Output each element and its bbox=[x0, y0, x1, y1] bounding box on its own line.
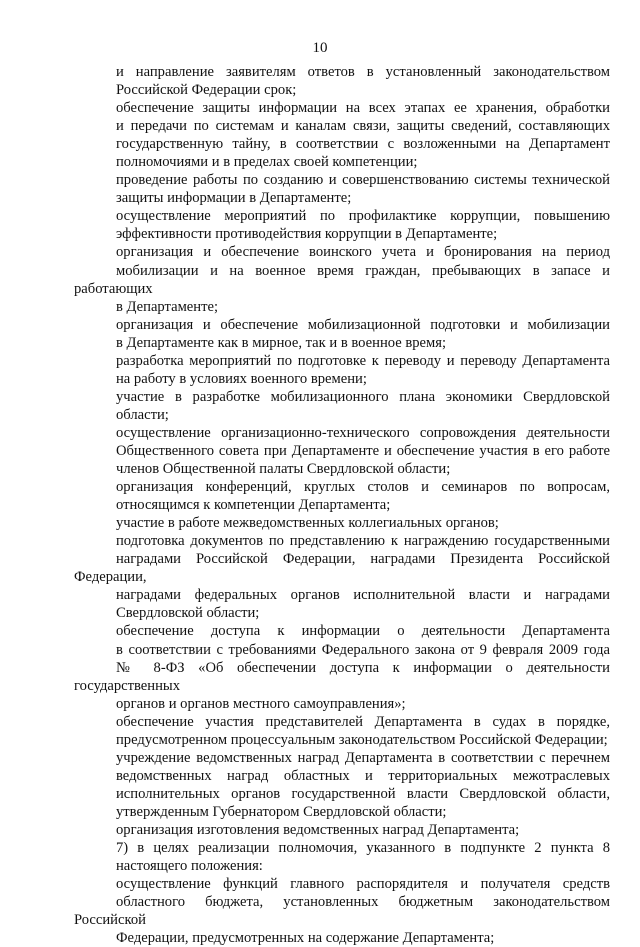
text-line: организация и обеспечение воинского учета и бронирования на период bbox=[116, 244, 610, 261]
text-line: Свердловской области; bbox=[116, 605, 260, 622]
text-line: и направление заявителям ответов в установленный законодательством bbox=[116, 64, 610, 80]
text-line: в соответствии с требованиями Федерального закона от 9 февраля 2009 года bbox=[116, 641, 610, 658]
text-line: относящимся к компетенции Департамента; bbox=[116, 497, 391, 514]
text-line: на работу в условиях военного времени; bbox=[116, 370, 367, 387]
text-line: наградами федеральных органов исполнительной власти и наградами bbox=[116, 587, 610, 604]
paragraph bbox=[74, 171, 610, 207]
text-line: наградами Российской Федерации, наградами Президента Российской Федерации, bbox=[74, 551, 610, 586]
paragraph bbox=[74, 99, 610, 171]
text-line: № 8-ФЗ «Об обеспечении доступа к информации о деятельности государственных bbox=[74, 659, 610, 694]
text-line: в Департаменте как в мирное, так и в военное время; bbox=[116, 334, 447, 351]
text-line: организация изготовления ведомственных наград Департамента; bbox=[116, 821, 520, 838]
text-line: полномочиями и в пределах своей компетенции; bbox=[116, 154, 418, 171]
paragraph bbox=[74, 316, 610, 352]
paragraph bbox=[74, 532, 610, 622]
text-line: 7) в целях реализации полномочия, указанного в подпункте 2 пункта 8 bbox=[116, 840, 610, 857]
paragraph bbox=[74, 821, 610, 839]
text-line: обеспечение защиты информации на всех этапах ее хранения, обработки bbox=[116, 100, 610, 117]
paragraph bbox=[74, 622, 610, 712]
text-line: утвержденным Губернатором Свердловской области; bbox=[116, 803, 447, 820]
text-line: области; bbox=[116, 406, 169, 423]
text-line: членов Общественной палаты Свердловской области; bbox=[116, 461, 451, 478]
paragraph bbox=[74, 63, 610, 99]
text-line: Общественного совета при Департаменте и обеспечение участия в его работе bbox=[116, 442, 610, 459]
text-line: защиты информации в Департаменте; bbox=[116, 190, 352, 207]
text-line: и передачи по системам и каналам связи, защиты сведений, составляющих bbox=[116, 118, 610, 135]
text-line: эффективности противодействия коррупции в Департаменте; bbox=[116, 226, 498, 243]
paragraph bbox=[74, 352, 610, 388]
text-line: Федерации, предусмотренных на содержание Департамента; bbox=[116, 930, 495, 947]
text-line: органов и органов местного самоуправления»; bbox=[116, 695, 406, 712]
text-line: проведение работы по созданию и совершенствованию системы технической bbox=[116, 172, 610, 189]
text-line: ведомственных наград областных и территориальных межотраслевых bbox=[116, 767, 610, 784]
paragraph bbox=[74, 207, 610, 243]
paragraph bbox=[74, 388, 610, 424]
text-line: государственную тайну, в соответствии с возложенными на Департамент bbox=[116, 136, 610, 153]
paragraph bbox=[74, 839, 610, 875]
text-line: настоящего положения: bbox=[116, 858, 263, 875]
text-line: участие в работе межведомственных коллегиальных органов; bbox=[116, 515, 499, 532]
text-line: учреждение ведомственных наград Департамента в соответствии с перечнем bbox=[116, 749, 610, 766]
text-line: подготовка документов по представлению к награждению государственными bbox=[116, 533, 610, 550]
paragraph bbox=[74, 424, 610, 478]
text-line: исполнительных органов государственной власти Свердловской области, bbox=[116, 785, 610, 802]
text-line: мобилизации и на военное время граждан, пребывающих в запасе и работающих bbox=[74, 262, 610, 297]
text-line: осуществление функций главного распорядителя и получателя средств bbox=[116, 876, 610, 893]
text-line: областного бюджета, установленных бюджетным законодательством Российской bbox=[74, 894, 610, 929]
paragraph bbox=[74, 514, 610, 532]
text-line: осуществление мероприятий по профилактике коррупции, повышению bbox=[116, 208, 610, 225]
text-line: обеспечение доступа к информации о деятельности Департамента bbox=[116, 623, 610, 640]
paragraph bbox=[74, 875, 610, 947]
text-line: обеспечение участия представителей Департамента в судах в порядке, bbox=[116, 713, 610, 730]
text-line: разработка мероприятий по подготовке к переводу и переводу Департамента bbox=[116, 352, 610, 369]
paragraph bbox=[74, 243, 610, 315]
text-line: предусмотренном процессуальным законодательством Российской Федерации; bbox=[116, 731, 608, 748]
text-line: участие в разработке мобилизационного плана экономики Свердловской bbox=[116, 388, 610, 405]
paragraph bbox=[74, 713, 610, 749]
text-line: организация и обеспечение мобилизационной подготовки и мобилизации bbox=[116, 316, 610, 333]
text-line: Российской Федерации срок; bbox=[116, 82, 297, 99]
paragraph bbox=[74, 749, 610, 821]
document-body bbox=[74, 63, 610, 947]
text-line: в Департаменте; bbox=[116, 298, 219, 315]
page-number: 10 bbox=[312, 40, 328, 56]
paragraph bbox=[74, 478, 610, 514]
text-line: осуществление организационно-технического сопровождения деятельности bbox=[116, 424, 610, 441]
text-line: организация конференций, круглых столов и семинаров по вопросам, bbox=[116, 479, 610, 496]
